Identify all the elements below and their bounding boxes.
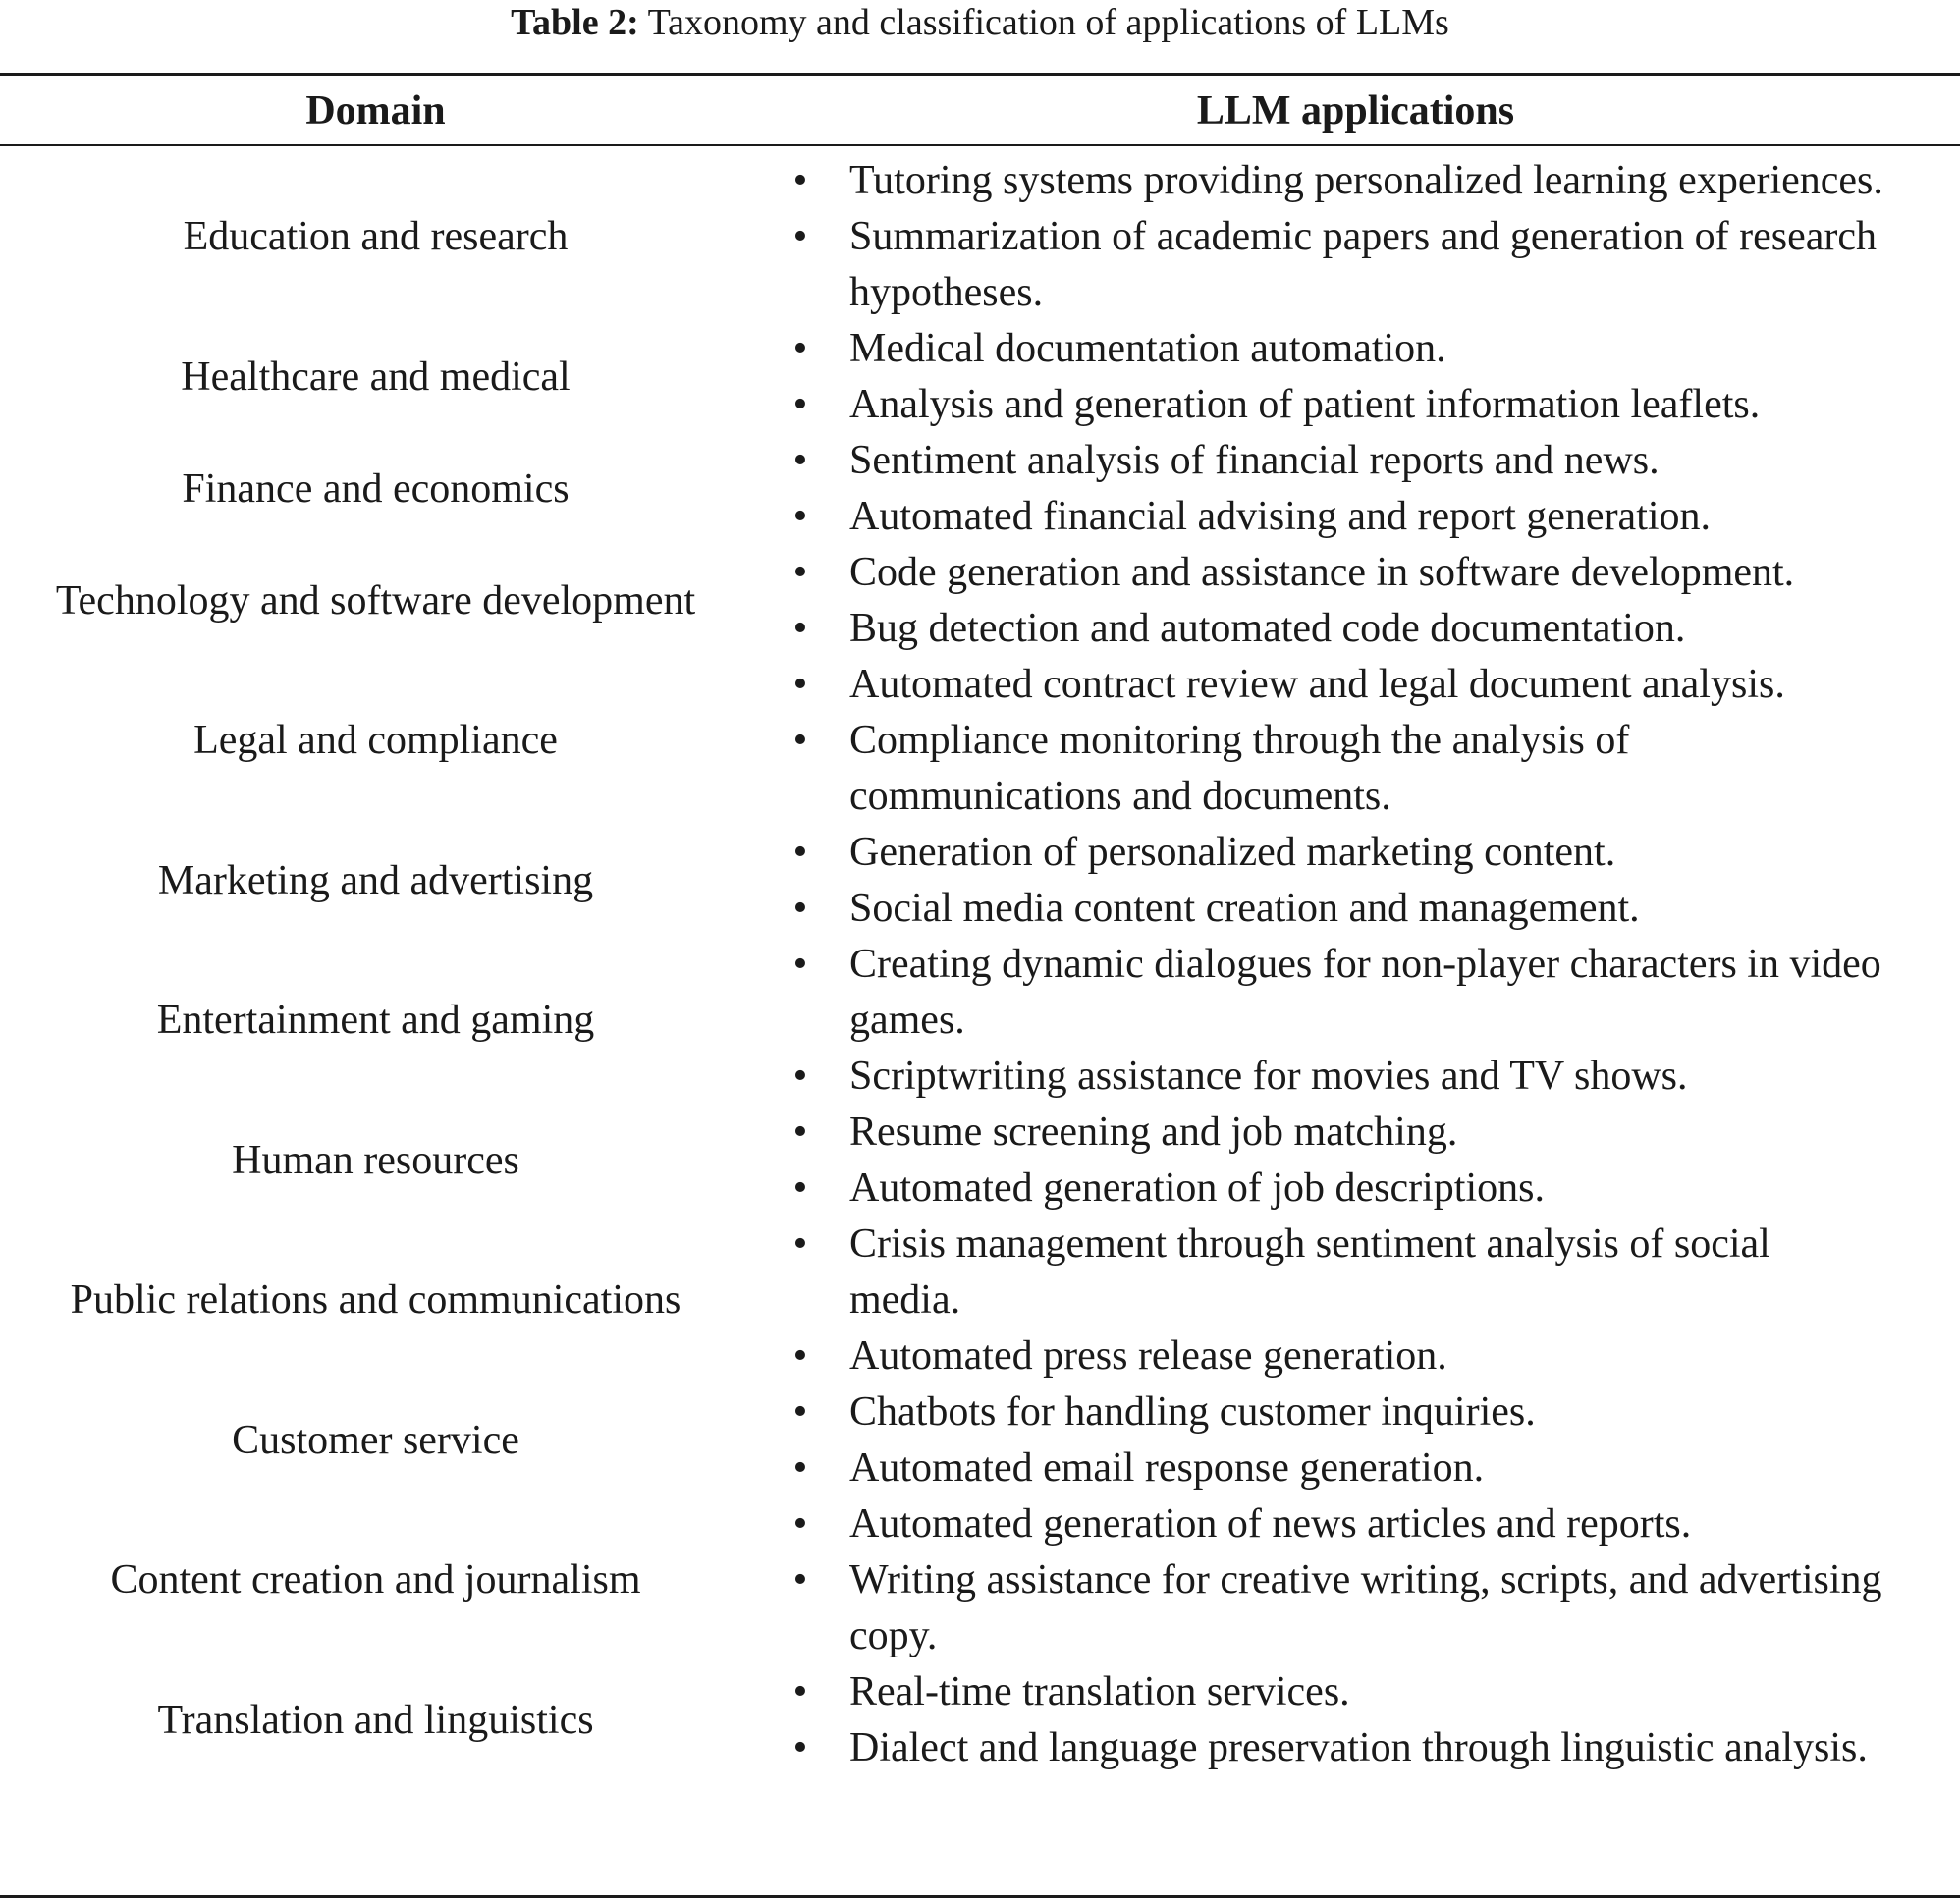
bullet-icon: •: [792, 214, 808, 259]
application-text: Compliance monitoring through the analysis of communications and documents.: [849, 718, 1630, 819]
application-list-item: [751, 1049, 1960, 1105]
applications-cell: [751, 1105, 1960, 1217]
application-text: Writing assistance for creative writing, scripts, and advertising copy.: [849, 1557, 1882, 1658]
application-list-item: [751, 1217, 1960, 1329]
application-list-item: [751, 377, 1960, 433]
application-text: Code generation and assistance in software development.: [849, 550, 1795, 595]
bullet-icon: •: [792, 830, 808, 875]
application-list-item: [751, 489, 1960, 545]
application-text: Bug detection and automated code documentation.: [849, 606, 1686, 651]
application-list-item: [751, 1496, 1960, 1552]
table-row: [0, 1385, 1960, 1496]
applications-cell: [751, 153, 1960, 321]
domain-cell: Technology and software development: [55, 577, 696, 624]
table-row: [0, 657, 1960, 825]
application-list-item: [751, 825, 1960, 881]
applications-cell: [751, 1496, 1960, 1664]
application-text: Sentiment analysis of financial reports and news.: [849, 438, 1660, 483]
table-row: [0, 433, 1960, 545]
domain-cell: Translation and linguistics: [157, 1697, 594, 1743]
bullet-icon: •: [792, 1333, 808, 1379]
bullet-icon: •: [792, 606, 808, 651]
domain-cell: Human resources: [232, 1137, 519, 1183]
bullet-icon: •: [792, 158, 808, 203]
table-caption-label: Table 2:: [511, 2, 639, 43]
application-list-item: [751, 209, 1960, 321]
application-text: Automated generation of news articles and reports.: [849, 1501, 1692, 1547]
application-list-item: [751, 433, 1960, 489]
domain-cell: Marketing and advertising: [157, 857, 594, 903]
bullet-icon: •: [792, 886, 808, 931]
table-row: [0, 1105, 1960, 1217]
bullet-icon: •: [792, 1054, 808, 1099]
application-text: Automated contract review and legal document analysis.: [849, 662, 1785, 707]
application-text: Tutoring systems providing personalized learning experiences.: [849, 158, 1883, 203]
column-header-applications: LLM applications: [1196, 88, 1515, 134]
application-list-item: [751, 1105, 1960, 1161]
table-bottom-rule: [0, 1895, 1960, 1898]
application-text: Medical documentation automation.: [849, 326, 1446, 371]
domain-cell: Education and research: [183, 214, 569, 259]
application-list-item: [751, 937, 1960, 1049]
application-text: Resume screening and job matching.: [849, 1110, 1458, 1155]
application-text: Dialect and language preservation through linguistic analysis.: [849, 1725, 1868, 1770]
applications-cell: [751, 1664, 1960, 1776]
table-row: [0, 1664, 1960, 1776]
bullet-icon: •: [792, 1669, 808, 1714]
applications-cell: [751, 1217, 1960, 1385]
application-list-item: [751, 545, 1960, 601]
application-list-item: [751, 1720, 1960, 1776]
bullet-icon: •: [792, 1557, 808, 1603]
table-row: [0, 937, 1960, 1105]
application-list-item: [751, 321, 1960, 377]
bullet-icon: •: [792, 494, 808, 539]
bullet-icon: •: [792, 942, 808, 987]
application-list-item: [751, 1664, 1960, 1720]
bullet-icon: •: [792, 1389, 808, 1435]
bullet-icon: •: [792, 1166, 808, 1211]
application-list-item: [751, 657, 1960, 713]
bullet-icon: •: [792, 382, 808, 427]
application-text: Social media content creation and management.: [849, 886, 1640, 931]
table-caption-text: Taxonomy and classification of applications of LLMs: [638, 2, 1449, 43]
applications-cell: [751, 1385, 1960, 1496]
application-text: Automated email response generation.: [849, 1445, 1485, 1491]
application-text: Automated generation of job descriptions.: [849, 1166, 1545, 1211]
application-list-item: [751, 601, 1960, 657]
applications-cell: [751, 321, 1960, 433]
table-row: [0, 1496, 1960, 1664]
application-text: Analysis and generation of patient information leaflets.: [849, 382, 1761, 427]
domain-cell: Healthcare and medical: [181, 353, 571, 400]
bullet-icon: •: [792, 1501, 808, 1547]
applications-cell: [751, 657, 1960, 825]
table-row: [0, 545, 1960, 657]
application-list-item: [751, 1440, 1960, 1496]
bullet-icon: •: [792, 326, 808, 371]
table-header-rule: [0, 144, 1960, 146]
application-text: Real-time translation services.: [849, 1669, 1350, 1714]
table-row: [0, 825, 1960, 937]
application-list-item: [751, 1385, 1960, 1440]
application-text: Chatbots for handling customer inquiries.: [849, 1389, 1536, 1435]
bullet-icon: •: [792, 1445, 808, 1491]
bullet-icon: •: [792, 662, 808, 707]
domain-cell: Customer service: [232, 1417, 519, 1463]
domain-cell: Finance and economics: [182, 465, 570, 512]
bullet-icon: •: [792, 550, 808, 595]
domain-cell: Legal and compliance: [193, 718, 558, 763]
table-body: [0, 153, 1960, 1776]
application-list-item: [751, 1329, 1960, 1385]
applications-cell: [751, 545, 1960, 657]
bullet-icon: •: [792, 1725, 808, 1770]
bullet-icon: •: [792, 718, 808, 763]
application-text: Crisis management through sentiment analysis of social media.: [849, 1222, 1770, 1323]
table-row: [0, 321, 1960, 433]
applications-cell: [751, 825, 1960, 937]
table-caption: [0, 0, 1960, 45]
domain-cell: Content creation and journalism: [110, 1557, 641, 1603]
applications-cell: [751, 937, 1960, 1105]
table-row: [0, 1217, 1960, 1385]
table-row: [0, 153, 1960, 321]
domain-cell: Public relations and communications: [70, 1277, 681, 1323]
application-list-item: [751, 881, 1960, 937]
column-header-domain: Domain: [305, 88, 446, 134]
applications-cell: [751, 433, 1960, 545]
table-top-rule: [0, 73, 1960, 76]
domain-cell: Entertainment and gaming: [156, 998, 595, 1043]
application-text: Automated financial advising and report generation.: [849, 494, 1712, 539]
application-list-item: [751, 1161, 1960, 1217]
application-list-item: [751, 713, 1960, 825]
application-list-item: [751, 1552, 1960, 1664]
bullet-icon: •: [792, 1222, 808, 1267]
application-text: Automated press release generation.: [849, 1333, 1447, 1379]
application-text: Summarization of academic papers and generation of research hypotheses.: [849, 214, 1878, 315]
bullet-icon: •: [792, 438, 808, 483]
application-text: Scriptwriting assistance for movies and TV shows.: [849, 1054, 1688, 1099]
application-text: Creating dynamic dialogues for non-player characters in video games.: [849, 942, 1881, 1043]
application-text: Generation of personalized marketing content.: [849, 830, 1616, 875]
application-list-item: [751, 153, 1960, 209]
bullet-icon: •: [792, 1110, 808, 1155]
